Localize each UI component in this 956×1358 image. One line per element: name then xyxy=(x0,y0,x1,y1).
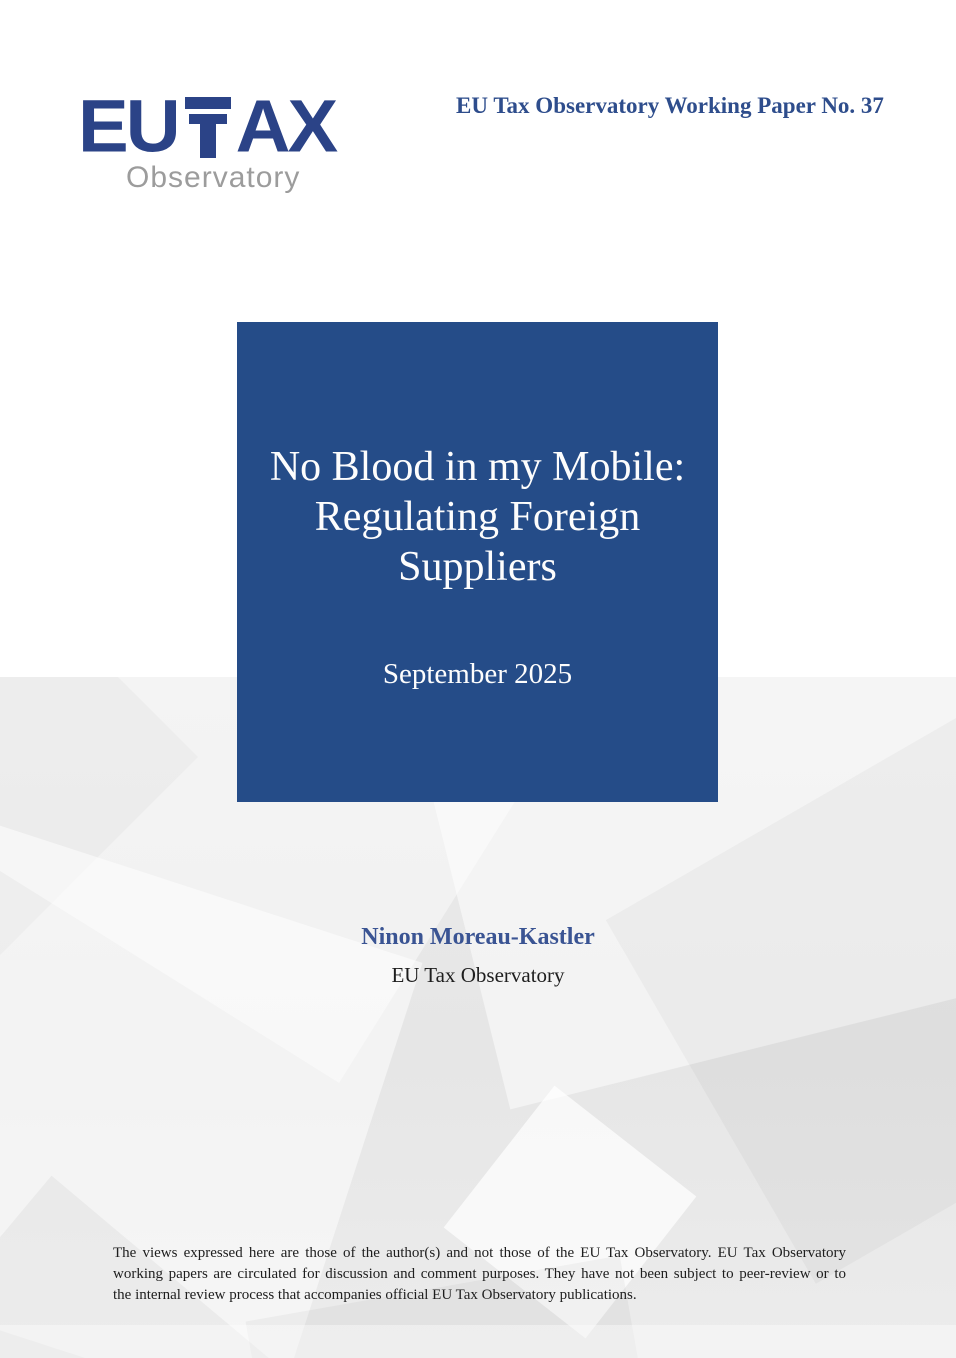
logo-text-eu: EU xyxy=(78,84,178,168)
disclaimer-line: working papers are circulated for discussion and comment purposes. They have not been subject to peer-review or to xyxy=(113,1266,846,1282)
logo-subtitle: Observatory xyxy=(126,161,301,194)
disclaimer-line: The views expressed here are those of the author(s) and not those of the EU Tax Observatory. EU Tax Observatory xyxy=(113,1245,846,1261)
logo-text-ax: AX xyxy=(235,84,336,168)
disclaimer-line: the internal review process that accompanies official EU Tax Observatory publications. xyxy=(113,1287,637,1303)
paper-title-line: No Blood in my Mobile: xyxy=(269,444,686,490)
logo-wordmark xyxy=(78,84,336,168)
logo-stylized-t-icon xyxy=(185,97,231,156)
paper-title-line: Regulating Foreign xyxy=(314,494,641,540)
disclaimer xyxy=(113,1243,846,1306)
author-name: Ninon Moreau-Kastler xyxy=(361,924,595,950)
title-box xyxy=(237,322,718,802)
author-affiliation: EU Tax Observatory xyxy=(391,963,565,987)
eutax-logo xyxy=(78,84,336,194)
author-block xyxy=(0,922,956,989)
texture-shape xyxy=(0,1325,956,1358)
paper-title-line: Suppliers xyxy=(398,544,557,590)
paper-title xyxy=(270,442,685,592)
publication-date: September 2025 xyxy=(382,658,573,690)
working-paper-series-title: EU Tax Observatory Working Paper No. 37 xyxy=(456,93,884,118)
